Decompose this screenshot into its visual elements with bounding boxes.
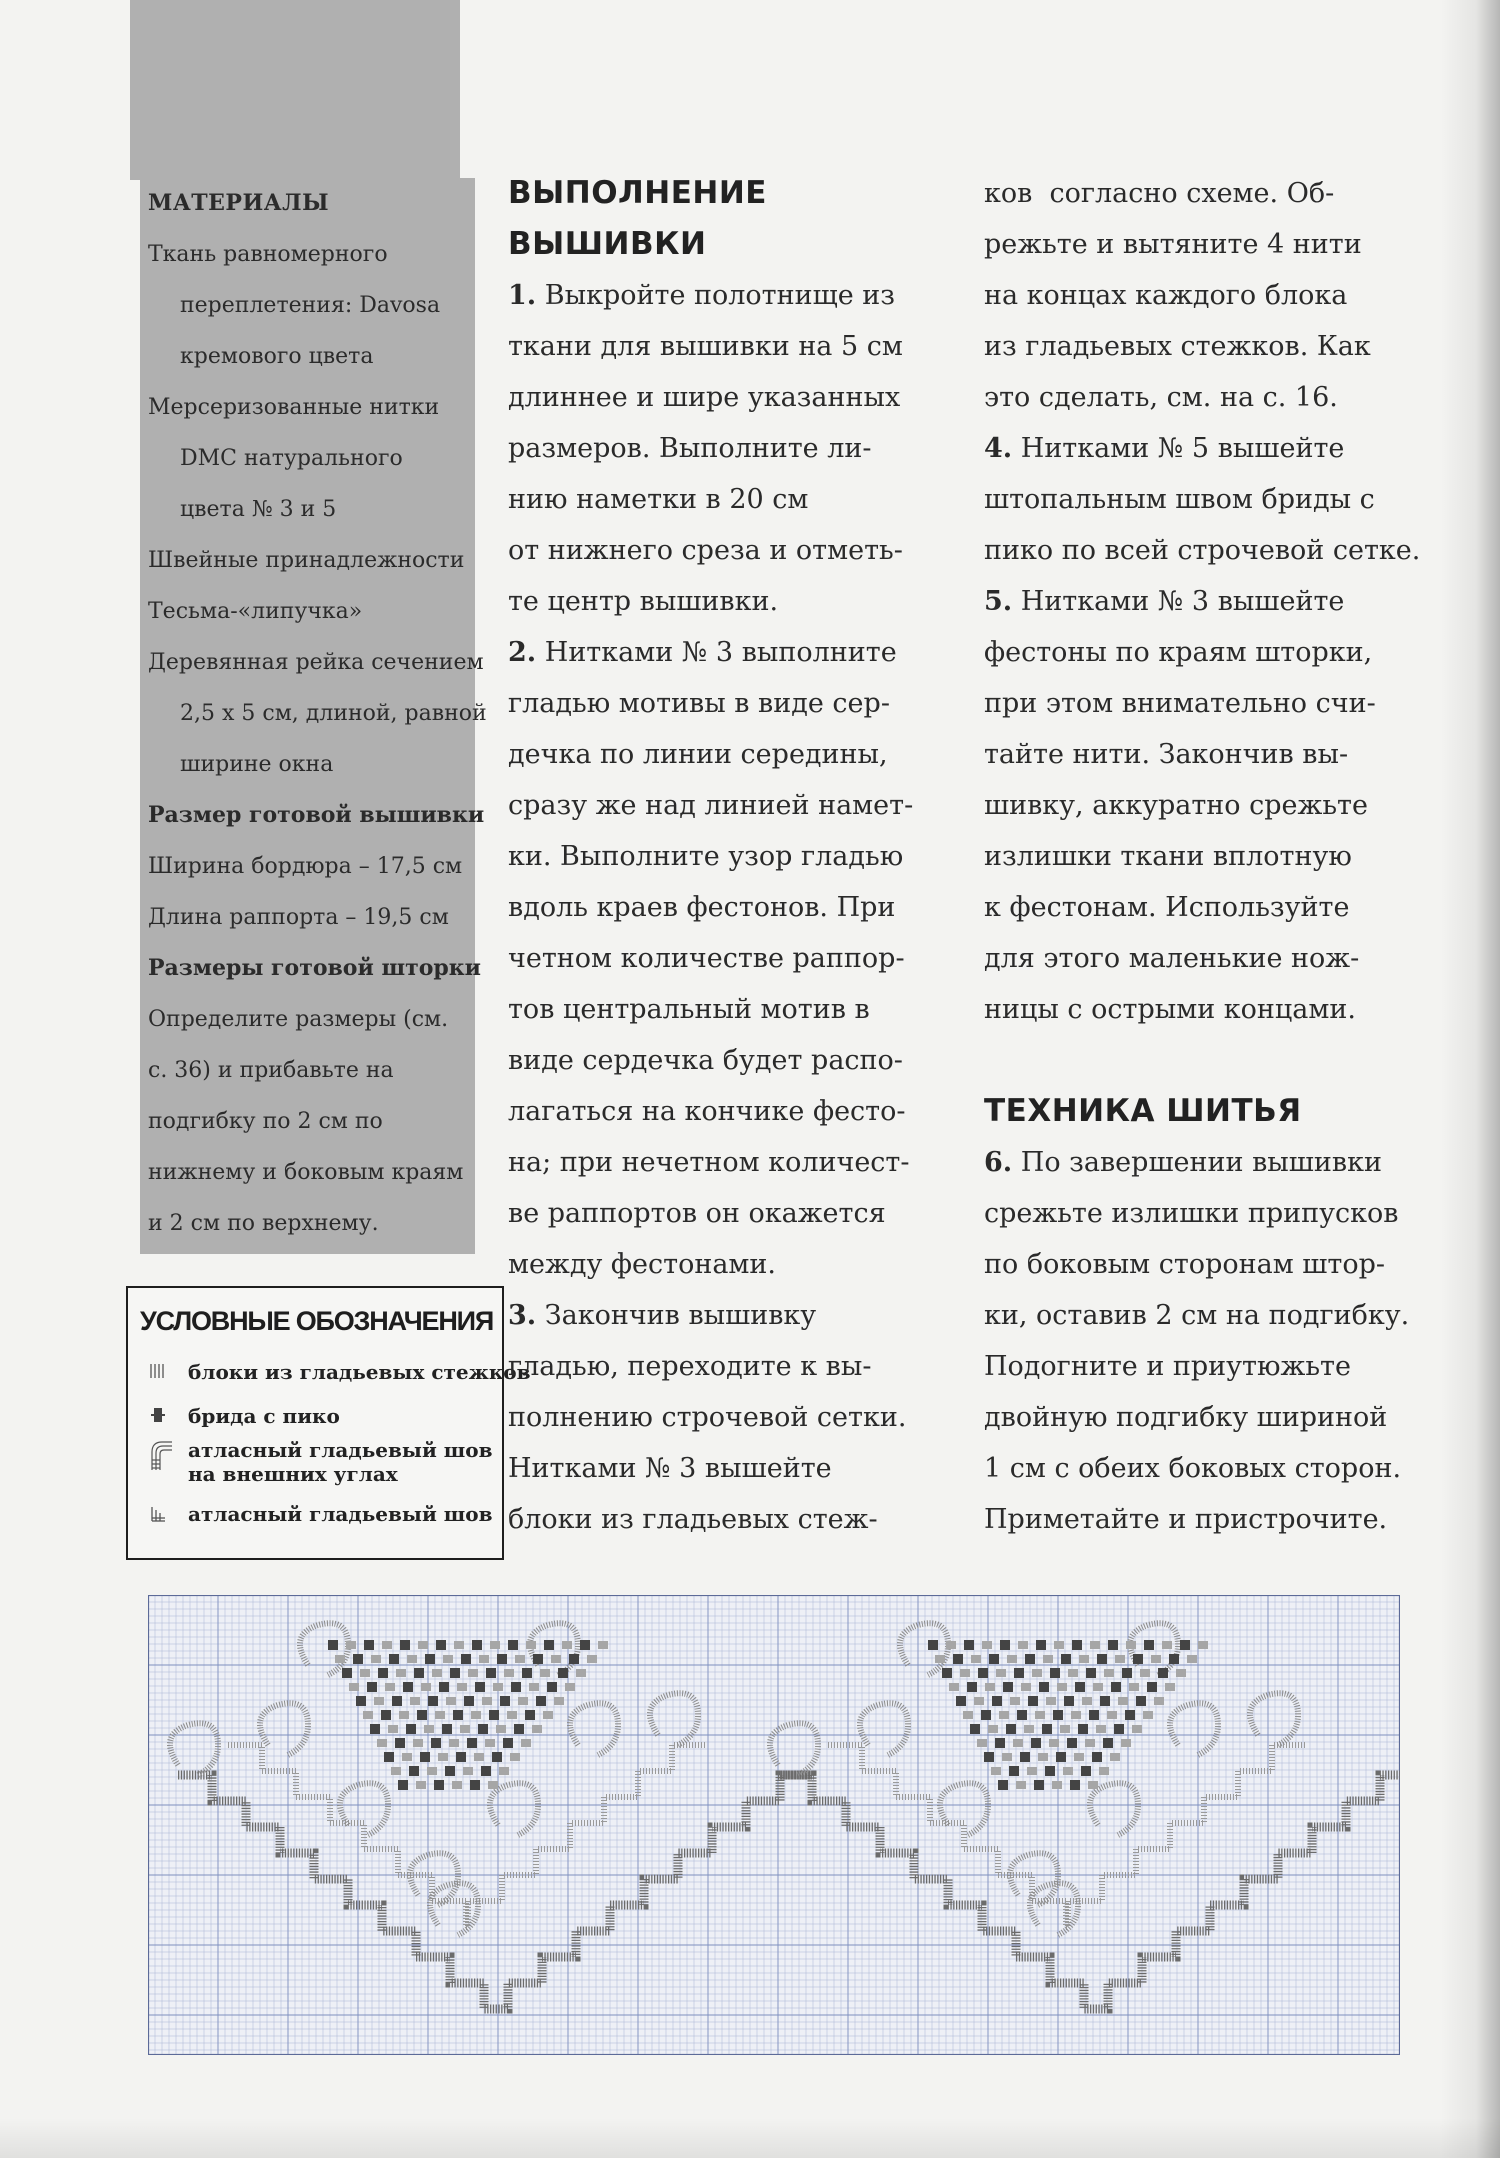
materials-panel xyxy=(140,178,487,1254)
step-text: срежьте излишки припусков xyxy=(984,1198,1399,1229)
materials-line: с. 36) и прибавьте на xyxy=(148,1058,394,1083)
step-text: гладью мотивы в виде сер- xyxy=(508,688,890,719)
step-text: блоки из гладьевых стеж- xyxy=(508,1504,878,1535)
step-text: нию наметки в 20 см xyxy=(508,484,809,515)
text-line xyxy=(984,219,1424,270)
text-line xyxy=(508,576,938,627)
text-line xyxy=(984,321,1424,372)
section-heading-embroidery-2: ВЫШИВКИ xyxy=(508,226,707,262)
materials-line: переплетения: Davosa xyxy=(180,293,441,318)
text-line xyxy=(984,270,1424,321)
step-text: это сделать, см. на с. 16. xyxy=(984,382,1338,413)
step-text: от нижнего среза и отметь- xyxy=(508,535,903,566)
text-line xyxy=(984,831,1424,882)
step-text: Нитками № 5 вышейте xyxy=(1012,433,1345,464)
materials-line: и 2 см по верхнему. xyxy=(148,1211,379,1236)
text-line xyxy=(508,1392,938,1443)
text-line xyxy=(984,1443,1424,1494)
text-line xyxy=(508,321,938,372)
text-line xyxy=(984,627,1424,678)
step-text: для этого маленькие нож- xyxy=(984,943,1360,974)
text-line xyxy=(508,627,938,678)
satin-corner-icon xyxy=(148,1438,174,1472)
materials-subheading: Размер готовой вышивки xyxy=(148,802,485,828)
text-line xyxy=(508,729,938,780)
legend-item-satin-corner: атласный гладьевый шов на внешних углах xyxy=(188,1438,493,1486)
step-text: Нитками № 3 вышейте xyxy=(508,1453,832,1484)
text-line xyxy=(508,984,938,1035)
step-text: те центр вышивки. xyxy=(508,586,779,617)
text-line xyxy=(984,882,1424,933)
text-line xyxy=(508,831,938,882)
step-number: 4. xyxy=(984,433,1013,464)
step-text: Нитками № 3 вышейте xyxy=(1012,586,1345,617)
text-line xyxy=(984,1188,1424,1239)
text-line xyxy=(508,474,938,525)
embroidery-pattern-chart xyxy=(148,1595,1400,2055)
text-line xyxy=(508,423,938,474)
text-line xyxy=(984,474,1424,525)
text-line xyxy=(508,933,938,984)
materials-line: 2,5 х 5 см, длиной, равной xyxy=(180,701,487,726)
legend-item-bar-picot: брида с пико xyxy=(188,1404,340,1428)
step-text: пико по всей строчевой сетке. xyxy=(984,535,1421,566)
step-text: дечка по линии середины, xyxy=(508,739,888,770)
materials-line: Ткань равномерного xyxy=(148,242,388,267)
satin-stitch-icon xyxy=(148,1504,168,1524)
step-number: 3. xyxy=(508,1300,537,1331)
page-bottom-shadow xyxy=(0,2118,1500,2158)
instructions-column-2 xyxy=(984,168,1424,1545)
step-text: штопальным швом бриды с xyxy=(984,484,1375,515)
text-line xyxy=(508,1341,938,1392)
text-line xyxy=(508,1035,938,1086)
materials-line: Мерсеризованные нитки xyxy=(148,395,440,420)
text-line xyxy=(984,1290,1424,1341)
text-line xyxy=(984,525,1424,576)
step-text: По завершении вышивки xyxy=(1012,1147,1382,1178)
step-text: к фестонам. Используйте xyxy=(984,892,1350,923)
step-text: на концах каждого блока xyxy=(984,280,1348,311)
instructions-column-1 xyxy=(508,168,938,1545)
text-line xyxy=(984,372,1424,423)
satin-blocks-icon xyxy=(148,1361,168,1381)
text-line xyxy=(508,1443,938,1494)
step-text: между фестонами. xyxy=(508,1249,777,1280)
step-text: тайте нити. Закончив вы- xyxy=(984,739,1349,770)
text-line xyxy=(508,525,938,576)
embroidery-chart xyxy=(148,1595,1400,2055)
text-line xyxy=(984,780,1424,831)
step-text: размеров. Выполните ли- xyxy=(508,433,872,464)
materials-line: Определите размеры (см. xyxy=(148,1007,449,1032)
text-line xyxy=(508,1290,938,1341)
step-text: 1 см с обеих боковых сторон. xyxy=(984,1453,1402,1484)
text-line xyxy=(984,933,1424,984)
text-line xyxy=(984,678,1424,729)
step-text: Закончив вышивку xyxy=(536,1300,817,1331)
step-text: по боковым сторонам штор- xyxy=(984,1249,1385,1280)
step-text: при этом внимательно счи- xyxy=(984,688,1376,719)
step-text: полнению строчевой сетки. xyxy=(508,1402,907,1433)
text-line xyxy=(984,423,1424,474)
text-line xyxy=(508,1086,938,1137)
text-line xyxy=(984,1392,1424,1443)
materials-line: нижнему и боковым краям xyxy=(148,1160,464,1185)
section-heading-sewing: ТЕХНИКА ШИТЬЯ xyxy=(984,1093,1302,1129)
step-text: шивку, аккуратно срежьте xyxy=(984,790,1368,821)
text-line xyxy=(984,1137,1424,1188)
materials-line: Длина раппорта – 19,5 см xyxy=(148,905,449,930)
page-gutter-shadow xyxy=(1440,0,1500,2158)
legend-item-satin-stitch: атласный гладьевый шов xyxy=(188,1502,493,1526)
text-line xyxy=(984,729,1424,780)
materials-panel-top xyxy=(130,0,460,180)
step-text: ков согласно схеме. Об- xyxy=(984,178,1335,209)
section-heading-embroidery-1: ВЫПОЛНЕНИЕ xyxy=(508,175,767,211)
text-line xyxy=(508,1494,938,1545)
step-text: фестоны по краям шторки, xyxy=(984,637,1373,668)
step-text: ки, оставив 2 см на подгибку. xyxy=(984,1300,1410,1331)
text-line xyxy=(984,1341,1424,1392)
text-line xyxy=(508,780,938,831)
text-line xyxy=(508,1239,938,1290)
step-text: тов центральный мотив в xyxy=(508,994,870,1025)
step-text: четном количестве раппор- xyxy=(508,943,905,974)
text-line xyxy=(984,984,1424,1035)
step-text: длиннее и шире указанных xyxy=(508,382,901,413)
step-text: режьте и вытяните 4 нити xyxy=(984,229,1362,260)
legend-box xyxy=(126,1286,531,1560)
step-text: лагаться на кончике фесто- xyxy=(508,1096,906,1127)
materials-line: ширине окна xyxy=(180,752,334,777)
materials-subheading: Размеры готовой шторки xyxy=(148,955,481,981)
bar-picot-icon xyxy=(148,1405,168,1425)
step-text: двойную подгибку шириной xyxy=(984,1402,1388,1433)
text-line xyxy=(984,576,1424,627)
text-line xyxy=(984,1494,1424,1545)
materials-line: подгибку по 2 см по xyxy=(148,1109,383,1134)
step-number: 6. xyxy=(984,1147,1013,1178)
step-number: 2. xyxy=(508,637,537,668)
legend-title: УСЛОВНЫЕ ОБОЗНАЧЕНИЯ xyxy=(140,1306,494,1336)
step-number: 5. xyxy=(984,586,1013,617)
step-text: сразу же над линией намет- xyxy=(508,790,914,821)
step-text: ве раппортов он окажется xyxy=(508,1198,886,1229)
materials-line: Деревянная рейка сечением xyxy=(148,650,484,675)
step-text: Приметайте и пристрочите. xyxy=(984,1504,1388,1535)
text-line xyxy=(984,1239,1424,1290)
text-line xyxy=(508,270,938,321)
step-text: излишки ткани вплотную xyxy=(984,841,1352,872)
legend-item-satin-blocks: блоки из гладьевых стежков xyxy=(188,1360,531,1384)
materials-line: кремового цвета xyxy=(180,344,374,369)
text-line xyxy=(508,1188,938,1239)
text-line xyxy=(508,882,938,933)
step-text: на; при нечетном количест- xyxy=(508,1147,910,1178)
step-text: гладью, переходите к вы- xyxy=(508,1351,872,1382)
text-line xyxy=(508,678,938,729)
materials-line: цвета № 3 и 5 xyxy=(180,497,337,522)
step-number: 1. xyxy=(508,280,537,311)
step-text: из гладьевых стежков. Как xyxy=(984,331,1371,362)
materials-line: DMC натурального xyxy=(180,446,403,471)
materials-line: Тесьма-«липучка» xyxy=(148,599,363,624)
step-text: Выкройте полотнище из xyxy=(536,280,895,311)
step-text: виде сердечка будет распо- xyxy=(508,1045,903,1076)
step-text: Нитками № 3 выполните xyxy=(536,637,897,668)
text-line xyxy=(984,168,1424,219)
step-text: ницы с острыми концами. xyxy=(984,994,1356,1025)
text-line xyxy=(508,1137,938,1188)
step-text: Подогните и приутюжьте xyxy=(984,1351,1351,1382)
materials-line: Швейные принадлежности xyxy=(148,548,465,573)
step-text: вдоль краев фестонов. При xyxy=(508,892,896,923)
step-text: ткани для вышивки на 5 см xyxy=(508,331,903,362)
text-line xyxy=(508,372,938,423)
step-text: ки. Выполните узор гладью xyxy=(508,841,904,872)
materials-line: Ширина бордюра – 17,5 см xyxy=(148,854,463,879)
materials-heading: МАТЕРИАЛЫ xyxy=(148,190,330,216)
